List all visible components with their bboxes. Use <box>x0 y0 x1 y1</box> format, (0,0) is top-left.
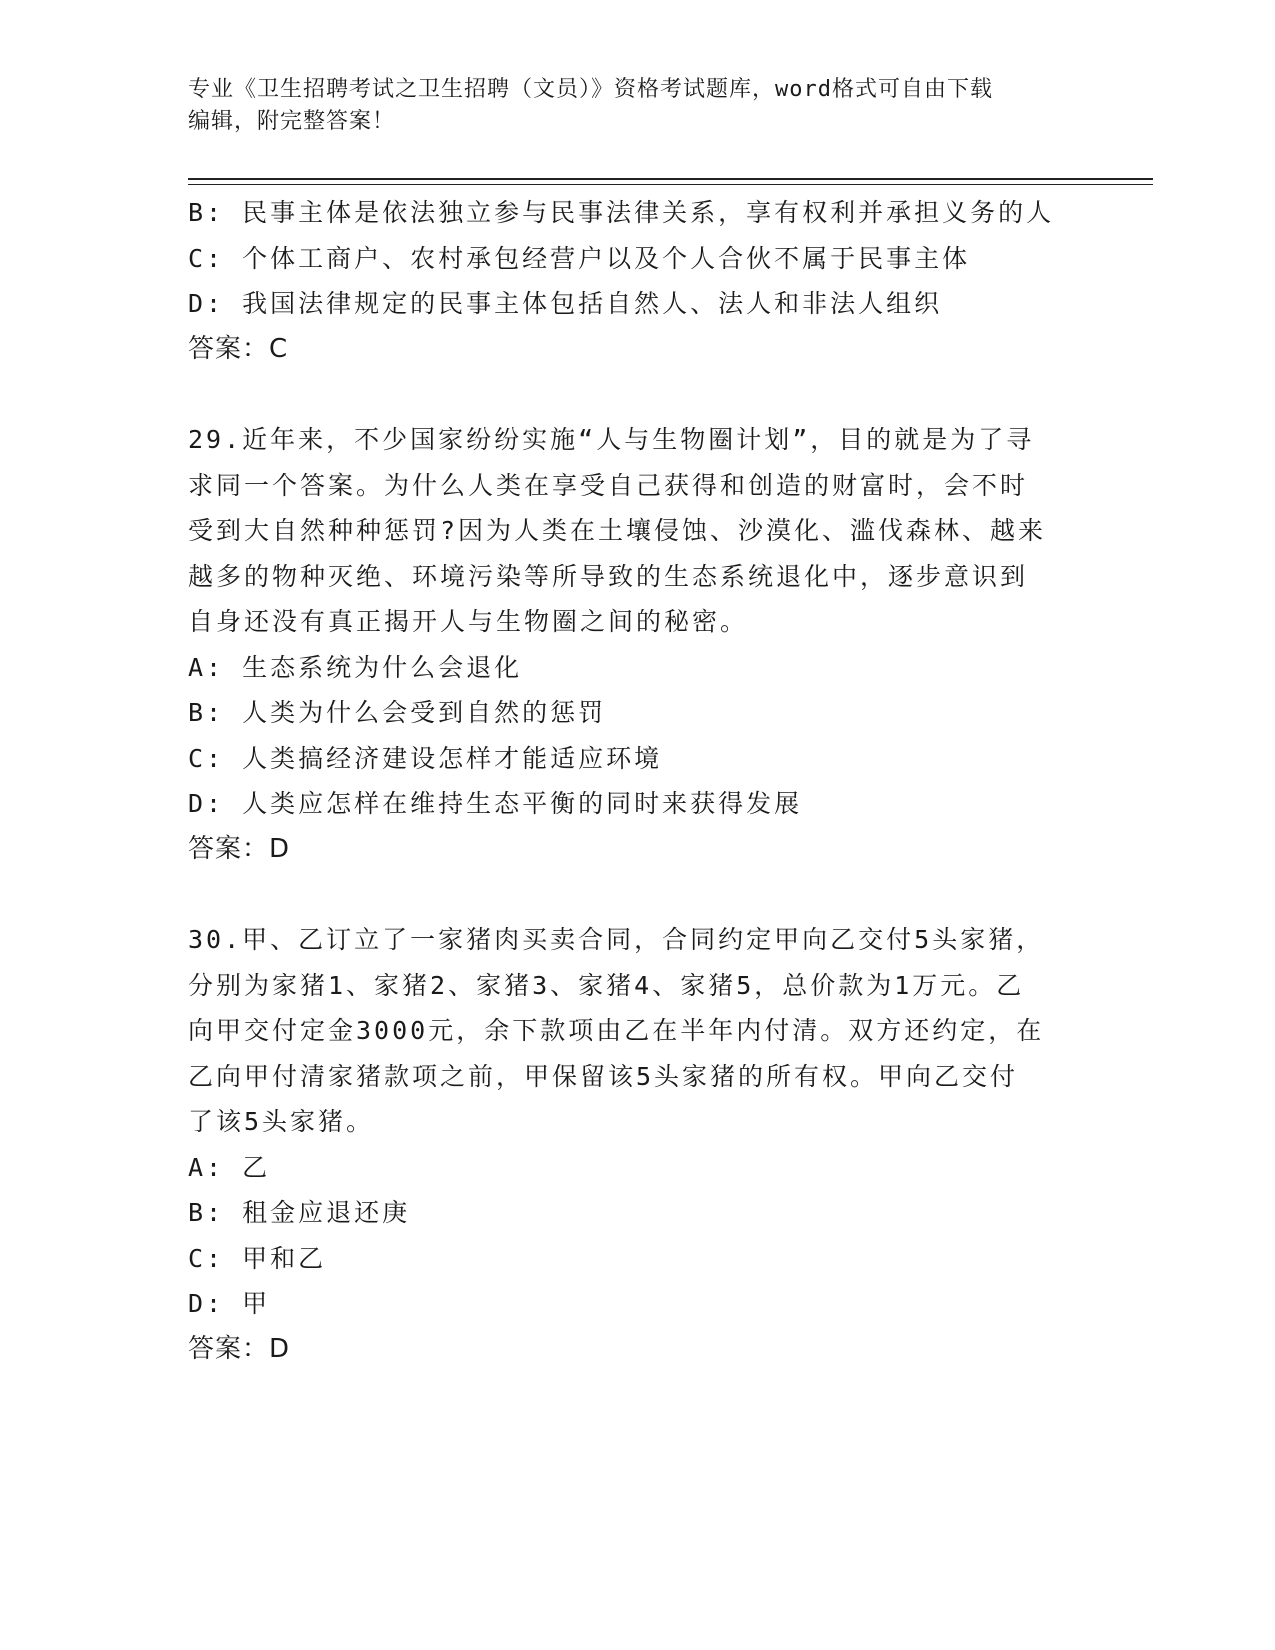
q30-option-d: D: 甲 <box>188 1289 271 1318</box>
header-divider-thin <box>188 184 1153 185</box>
q30-answer: 答案：D <box>188 1333 291 1364</box>
spacer <box>188 872 1088 917</box>
q28-option-c: C: 个体工商户、农村承包经营户以及个人合伙不属于民事主体 <box>188 243 971 273</box>
q29-answer: 答案：D <box>188 833 291 864</box>
q29-stem-line: 受到大自然种种惩罚?因为人类在土壤侵蚀、沙漠化、滥伐森林、越来 <box>188 516 1047 545</box>
question-28 <box>188 190 1088 372</box>
q30-stem-line: 了该5头家猪。 <box>188 1107 375 1136</box>
q29-stem-line: 自身还没有真正揭开人与生物圈之间的秘密。 <box>188 607 749 636</box>
header-line-2: 编辑，附完整答案！ <box>188 109 396 134</box>
q30-stem-line: 向甲交付定金3000元，余下款项由乙在半年内付清。双方还约定，在 <box>188 1016 1045 1045</box>
q30-stem-line: 30.甲、乙订立了一家猪肉买卖合同，合同约定甲向乙交付5头家猪， <box>188 925 1045 954</box>
q28-option-d: D: 我国法律规定的民事主体包括自然人、法人和非法人组织 <box>188 289 943 318</box>
q29-option-b: B: 人类为什么会受到自然的惩罚 <box>188 698 607 727</box>
document-header <box>188 74 1088 138</box>
header-divider-thick <box>188 178 1153 180</box>
q28-answer: 答案：C <box>188 333 289 364</box>
question-29 <box>188 417 1088 872</box>
q28-option-b: B: 民事主体是依法独立参与民事法律关系，享有权利并承担义务的人 <box>188 198 1055 227</box>
q29-option-a: A: 生态系统为什么会退化 <box>188 652 523 682</box>
q30-option-c: C: 甲和乙 <box>188 1243 327 1273</box>
q29-stem-line: 29.近年来，不少国家纷纷实施“人与生物圈计划”，目的就是为了寻 <box>188 425 1035 454</box>
header-line-1: 专业《卫生招聘考试之卫生招聘（文员）》资格考试题库，word格式可自由下载 <box>188 77 993 102</box>
q29-option-d: D: 人类应怎样在维持生态平衡的同时来获得发展 <box>188 789 803 818</box>
q30-option-b: B: 租金应退还庚 <box>188 1198 411 1227</box>
q30-stem-line: 分别为家猪1、家猪2、家猪3、家猪4、家猪5，总价款为1万元。乙 <box>188 970 1025 1000</box>
q30-option-a: A: 乙 <box>188 1152 271 1182</box>
q30-stem-line: 乙向甲付清家猪款项之前，甲保留该5头家猪的所有权。甲向乙交付 <box>188 1061 1019 1091</box>
q29-option-c: C: 人类搞经济建设怎样才能适应环境 <box>188 743 663 773</box>
question-30 <box>188 917 1088 1372</box>
spacer <box>188 372 1088 417</box>
question-content <box>188 190 1088 1372</box>
q29-stem-line: 越多的物种灭绝、环境污染等所导致的生态系统退化中，逐步意识到 <box>188 561 1029 591</box>
q29-stem-line: 求同一个答案。为什么人类在享受自己获得和创造的财富时，会不时 <box>188 470 1029 500</box>
